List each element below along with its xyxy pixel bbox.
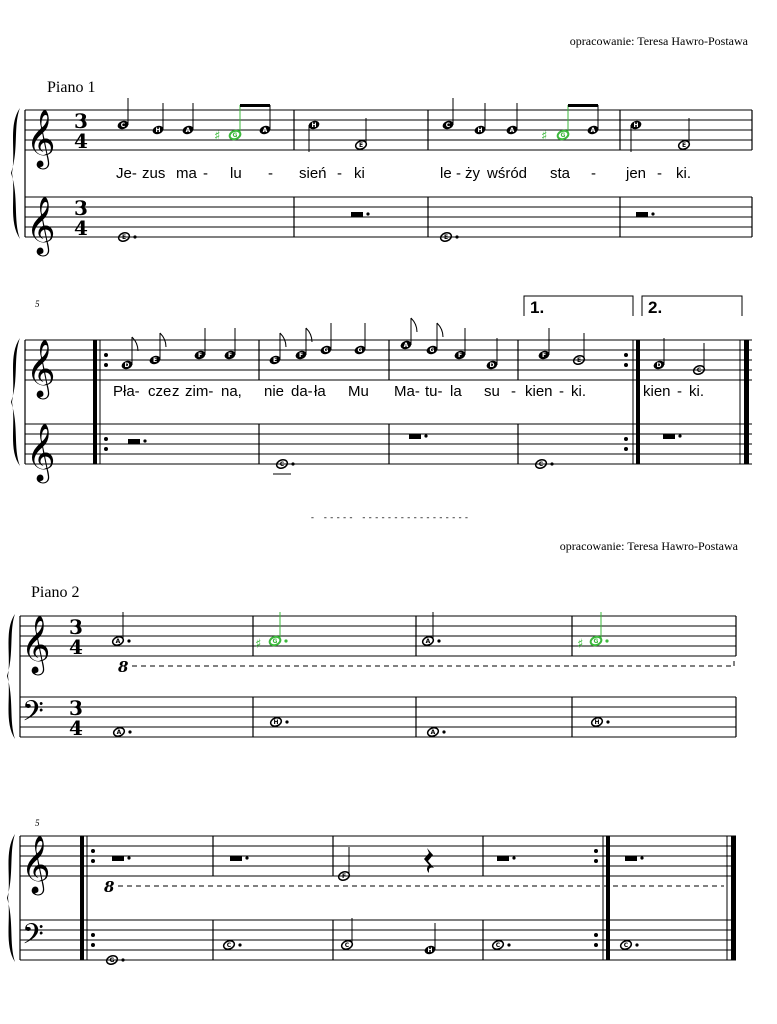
note <box>690 343 708 376</box>
note <box>652 338 665 371</box>
measure-number: 5 <box>35 299 40 309</box>
svg-text:-: - <box>559 383 564 400</box>
svg-text:jen: jen <box>626 165 647 182</box>
svg-text:A: A <box>425 638 431 645</box>
measure-number: 5 <box>35 818 40 828</box>
treble-clef-icon: 𝄞 <box>21 835 51 893</box>
svg-text:A: A <box>116 729 122 736</box>
note <box>629 119 642 152</box>
svg-text:A: A <box>185 127 191 134</box>
page-separator: - ----- ----------------- <box>309 513 471 523</box>
svg-text:H: H <box>311 122 317 129</box>
note <box>116 98 129 131</box>
svg-text:H: H <box>633 122 639 129</box>
note <box>423 923 436 956</box>
svg-text:sta: sta <box>550 165 571 182</box>
svg-text:♯: ♯ <box>255 637 262 652</box>
svg-text:C: C <box>226 942 232 949</box>
svg-text:H: H <box>273 719 279 726</box>
volta-bracket-1 <box>524 296 633 317</box>
note <box>112 726 131 737</box>
note-highlighted <box>214 105 242 144</box>
svg-text:G: G <box>272 638 278 645</box>
svg-text:zim-: zim- <box>185 383 214 400</box>
quarter-rest <box>424 848 434 873</box>
note <box>441 98 454 131</box>
svg-text:E: E <box>121 234 127 241</box>
note <box>572 333 585 366</box>
svg-text:E: E <box>443 234 449 241</box>
svg-text:A: A <box>115 638 121 645</box>
note <box>590 716 609 727</box>
instrument-name-piano1: Piano 1 <box>47 79 96 96</box>
svg-text:le: le <box>440 165 452 182</box>
note <box>340 918 353 951</box>
svg-text:sień: sień <box>299 165 327 182</box>
svg-text:H: H <box>477 127 483 134</box>
svg-text:H: H <box>594 719 600 726</box>
svg-text:wśród: wśród <box>487 165 528 182</box>
note <box>148 333 166 366</box>
time-signature-lower: 4 <box>69 716 83 740</box>
whole-rest <box>409 434 421 439</box>
time-signature-upper: 3 <box>74 109 88 133</box>
svg-text:F: F <box>298 352 304 359</box>
svg-text:E: E <box>358 142 364 149</box>
note <box>307 119 320 152</box>
svg-text:C: C <box>120 122 126 129</box>
note <box>677 118 690 151</box>
svg-text:G: G <box>232 132 238 139</box>
treble-clef-icon: 𝄞 <box>21 615 51 673</box>
note <box>491 939 510 950</box>
svg-text:1.: 1. <box>530 298 545 317</box>
svg-text:C: C <box>623 942 629 949</box>
whole-rest <box>636 212 648 217</box>
bass-clef-icon: 𝄢 <box>22 918 44 958</box>
time-signature-lower: 4 <box>74 216 88 240</box>
svg-text:G: G <box>323 347 329 354</box>
piano2-system2 <box>7 818 736 966</box>
note <box>473 103 486 136</box>
note <box>151 103 164 136</box>
whole-rest <box>112 856 124 861</box>
note <box>181 103 194 136</box>
time-signature-lower: 4 <box>74 129 88 153</box>
svg-text:E: E <box>152 357 158 364</box>
svg-text:A: A <box>403 342 409 349</box>
svg-text:Ma-: Ma- <box>394 383 420 400</box>
note <box>223 328 236 361</box>
note <box>399 318 417 351</box>
svg-text:ła: ła <box>314 383 326 400</box>
svg-text:G: G <box>357 347 363 354</box>
note <box>319 323 332 356</box>
svg-text:E: E <box>576 357 582 364</box>
svg-text:D: D <box>489 362 495 369</box>
svg-text:z: z <box>172 383 180 400</box>
svg-text:-: - <box>591 165 596 182</box>
svg-text:ma: ma <box>176 165 197 182</box>
note <box>537 328 550 361</box>
svg-text:A: A <box>262 127 268 134</box>
lyrics-line <box>113 383 704 400</box>
time-signature-upper: 3 <box>69 696 83 720</box>
svg-text:-: - <box>337 165 342 182</box>
piano1-system2 <box>11 296 752 484</box>
svg-text:F: F <box>457 352 463 359</box>
svg-text:A: A <box>590 127 596 134</box>
svg-text:na,: na, <box>221 383 242 400</box>
svg-text:ży: ży <box>465 165 480 182</box>
note <box>353 323 366 356</box>
svg-text:-: - <box>203 165 208 182</box>
svg-text:Pła-: Pła- <box>113 383 140 400</box>
svg-text:G: G <box>593 638 599 645</box>
svg-text:F: F <box>197 352 203 359</box>
svg-text:C: C <box>696 367 702 374</box>
whole-rest <box>625 856 637 861</box>
svg-text:F: F <box>341 873 347 880</box>
svg-text:zus: zus <box>142 165 166 182</box>
time-signature-upper: 3 <box>74 196 88 220</box>
note <box>354 118 367 151</box>
instrument-name-piano2: Piano 2 <box>31 584 80 601</box>
treble-clef-icon: 𝄞 <box>26 109 56 167</box>
svg-text:G: G <box>429 347 435 354</box>
svg-text:D: D <box>656 362 662 369</box>
svg-text:F: F <box>227 352 233 359</box>
svg-text:ki.: ki. <box>571 383 586 400</box>
svg-text:A: A <box>430 729 436 736</box>
svg-text:nie: nie <box>264 383 285 400</box>
treble-clef-icon: 𝄞 <box>26 196 56 254</box>
time-signature-lower: 4 <box>69 635 83 659</box>
svg-text:la: la <box>450 383 462 400</box>
whole-rest <box>230 856 242 861</box>
arranger-credit-bottom: opracowanie: Teresa Hawro-Postawa <box>559 539 738 553</box>
note <box>425 323 443 356</box>
note-highlighted <box>541 105 570 144</box>
note <box>111 612 130 647</box>
grand-staff-brace <box>11 338 20 466</box>
svg-text:C: C <box>279 461 285 468</box>
svg-text:kien: kien <box>525 383 553 400</box>
whole-rest <box>497 856 509 861</box>
svg-text:lu: lu <box>230 165 242 182</box>
note <box>426 726 445 737</box>
svg-text:-: - <box>268 165 273 182</box>
svg-text:A: A <box>509 127 515 134</box>
svg-text:C: C <box>344 942 350 949</box>
svg-text:F: F <box>541 352 547 359</box>
note <box>222 939 241 950</box>
note <box>120 337 138 371</box>
svg-text:ki.: ki. <box>676 165 691 182</box>
note <box>485 338 498 371</box>
svg-text:♯: ♯ <box>214 129 221 144</box>
whole-rest <box>128 439 140 444</box>
svg-text:E: E <box>272 357 278 364</box>
svg-text:ki: ki <box>354 165 365 182</box>
svg-text:C: C <box>538 461 544 468</box>
treble-clef-icon: 𝄞 <box>26 423 56 481</box>
note <box>269 716 288 727</box>
whole-rest <box>663 434 675 439</box>
ottava-bassa-mark: 8 <box>104 878 115 896</box>
grand-staff-brace <box>11 108 20 239</box>
treble-clef-icon: 𝄞 <box>26 339 56 397</box>
note <box>273 458 295 474</box>
svg-text:-: - <box>456 165 461 182</box>
svg-text:tu-: tu- <box>425 383 443 400</box>
note <box>268 333 286 366</box>
ottava-bassa-mark: 8 <box>118 658 129 676</box>
svg-text:-: - <box>657 165 662 182</box>
svg-text:H: H <box>155 127 161 134</box>
piano2-system1 <box>7 612 736 740</box>
note <box>619 939 638 950</box>
svg-text:C: C <box>445 122 451 129</box>
piano1-system1 <box>11 98 752 257</box>
svg-text:E: E <box>681 142 687 149</box>
note <box>294 328 312 361</box>
svg-text:Mu: Mu <box>348 383 369 400</box>
grand-staff-brace <box>7 834 15 962</box>
svg-text:su: su <box>484 383 500 400</box>
svg-text:-: - <box>677 383 682 400</box>
note <box>453 328 466 361</box>
svg-text:cze: cze <box>148 383 172 400</box>
bass-clef-icon: 𝄢 <box>22 695 44 735</box>
note <box>193 328 206 361</box>
svg-text:da-: da- <box>291 383 313 400</box>
svg-text:-: - <box>511 383 516 400</box>
time-signature-upper: 3 <box>69 615 83 639</box>
volta-bracket-2 <box>642 296 742 317</box>
svg-text:G: G <box>109 957 115 964</box>
svg-text:♯: ♯ <box>577 637 584 652</box>
whole-rest <box>351 212 363 217</box>
note <box>505 103 518 136</box>
lyrics-line <box>116 165 691 182</box>
svg-text:C: C <box>495 942 501 949</box>
svg-text:ki.: ki. <box>689 383 704 400</box>
note <box>421 612 440 647</box>
grand-staff-brace <box>7 614 15 739</box>
svg-text:D: D <box>124 362 130 369</box>
svg-text:2.: 2. <box>648 298 663 317</box>
svg-text:Je-: Je- <box>116 165 137 182</box>
arranger-credit-top: opracowanie: Teresa Hawro-Postawa <box>569 34 748 48</box>
svg-text:♯: ♯ <box>541 129 548 144</box>
svg-text:kien: kien <box>643 383 671 400</box>
svg-text:H: H <box>427 947 433 954</box>
svg-text:G: G <box>560 132 566 139</box>
